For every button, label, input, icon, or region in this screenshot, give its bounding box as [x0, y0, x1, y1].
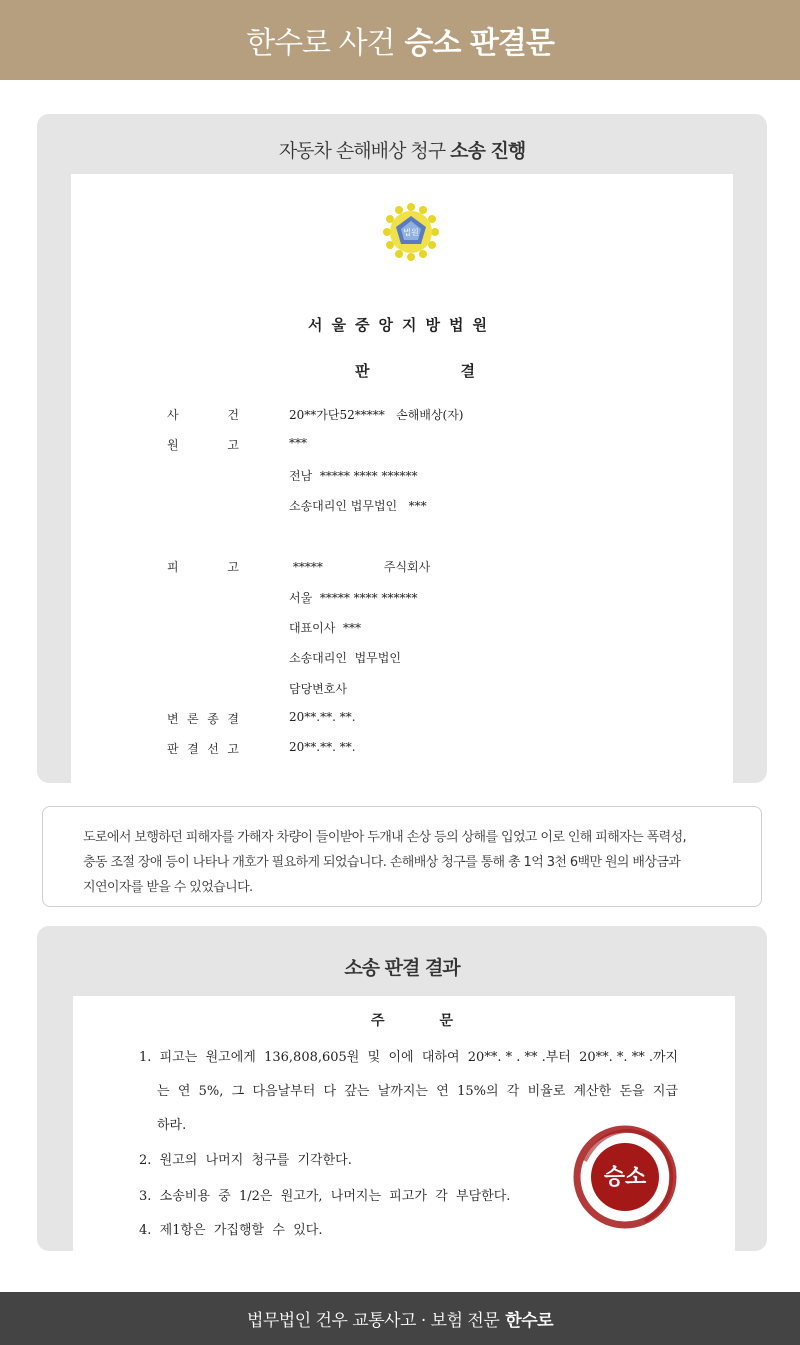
top-banner — [0, 0, 800, 80]
order-title-char: 문 — [439, 1013, 453, 1029]
court-name: 서울중앙지방법원 — [308, 316, 496, 334]
label-char: 고 — [227, 438, 239, 452]
label-char: 론 — [187, 712, 199, 726]
plaintiff-attorney: 소송대리인 법무법인 *** — [289, 499, 427, 513]
label-char: 결 — [187, 742, 199, 756]
sentence-date: 20**.**. **. — [289, 740, 356, 754]
case-label — [167, 406, 239, 423]
defendant-attorney: 소송대리인 법무법인 — [289, 651, 401, 665]
defendant-representative: 대표이사 *** — [289, 621, 361, 635]
banner-title: 한수로 사건 — [246, 26, 395, 61]
judgment-document — [71, 174, 733, 783]
judgment-result-panel — [37, 926, 767, 1251]
section-title-bold: 소송 진행 — [450, 140, 526, 162]
label-char: 판 — [167, 742, 179, 756]
stamp-text: 승소 — [603, 1165, 647, 1190]
label-char: 선 — [207, 742, 219, 756]
footer — [0, 1292, 800, 1345]
sentence-label — [167, 740, 239, 757]
order-title-char: 주 — [371, 1013, 385, 1029]
label-char: 원 — [167, 438, 179, 452]
label-char: 사 — [167, 408, 179, 422]
plaintiff-address: 전남 ***** **** ****** — [289, 469, 418, 483]
defendant-name: ***** 주식회사 — [289, 560, 431, 574]
order-title — [371, 1010, 453, 1030]
section-title — [37, 136, 767, 163]
defendant-address: 서울 ***** **** ****** — [289, 591, 418, 605]
order-line: 1. 피고는 원고에게 136,808,605원 및 이에 대하여 20**. * . ** .부터 20**. *. ** .까지 — [139, 1050, 679, 1065]
label-char: 변 — [167, 712, 179, 726]
order-line: 는 연 5%, 그 다음날부터 다 갚는 날까지는 연 15%의 각 비율로 계산한 돈을 지급 — [157, 1084, 678, 1099]
order-line: 4. 제1항은 가집행할 수 있다. — [139, 1223, 323, 1238]
summary-line: 지연이자를 받을 수 있었습니다. — [83, 880, 253, 895]
label-char: 피 — [167, 560, 179, 574]
label-char: 고 — [227, 560, 239, 574]
plaintiff-label — [167, 436, 239, 453]
lawsuit-progress-panel — [37, 114, 767, 783]
case-value: 20**가단52***** 손해배상(자) — [289, 408, 464, 422]
banner-title-bold: 승소 판결문 — [404, 26, 554, 61]
footer-text: 법무법인 건우 교통사고 · 보험 전문 — [246, 1311, 500, 1331]
win-stamp-icon — [571, 1121, 679, 1233]
label-char: 결 — [227, 712, 239, 726]
judgment-title-char: 판 — [355, 362, 370, 380]
seal-text: 법원 — [403, 228, 419, 237]
hearing-closed-date: 20**.**. **. — [289, 710, 356, 724]
order-line: 하라. — [157, 1118, 187, 1133]
summary-line: 도로에서 보행하던 피해자를 가해자 차량이 들이받아 두개내 손상 등의 상해를 입었고 이로 인해 피해자는 폭력성, — [83, 830, 687, 845]
footer-brand: 한수로 — [505, 1311, 554, 1331]
order-line: 2. 원고의 나머지 청구를 기각한다. — [139, 1153, 352, 1168]
defendant-lawyer: 담당변호사 — [289, 682, 347, 696]
label-char: 건 — [227, 408, 239, 422]
judgment-order-document — [73, 996, 735, 1251]
section-title-plain: 자동차 손해배상 청구 — [278, 140, 446, 162]
section-title — [37, 953, 767, 980]
label-char: 종 — [207, 712, 219, 726]
judgment-title — [355, 360, 475, 381]
defendant-label — [167, 558, 239, 575]
order-line: 3. 소송비용 중 1/2은 원고가, 나머지는 피고가 각 부담한다. — [139, 1189, 511, 1204]
section-title-bold: 소송 판결 결과 — [344, 957, 460, 979]
plaintiff-name: *** — [289, 436, 307, 450]
judgment-title-char: 결 — [460, 362, 475, 380]
court-seal-icon — [381, 202, 441, 262]
summary-line: 충동 조절 장애 등이 나타나 개호가 필요하게 되었습니다. 손해배상 청구를 통해 총 1억 3천 6백만 원의 배상금과 — [83, 855, 681, 870]
case-summary — [42, 806, 762, 907]
hearing-closed-label — [167, 710, 239, 727]
label-char: 고 — [227, 742, 239, 756]
